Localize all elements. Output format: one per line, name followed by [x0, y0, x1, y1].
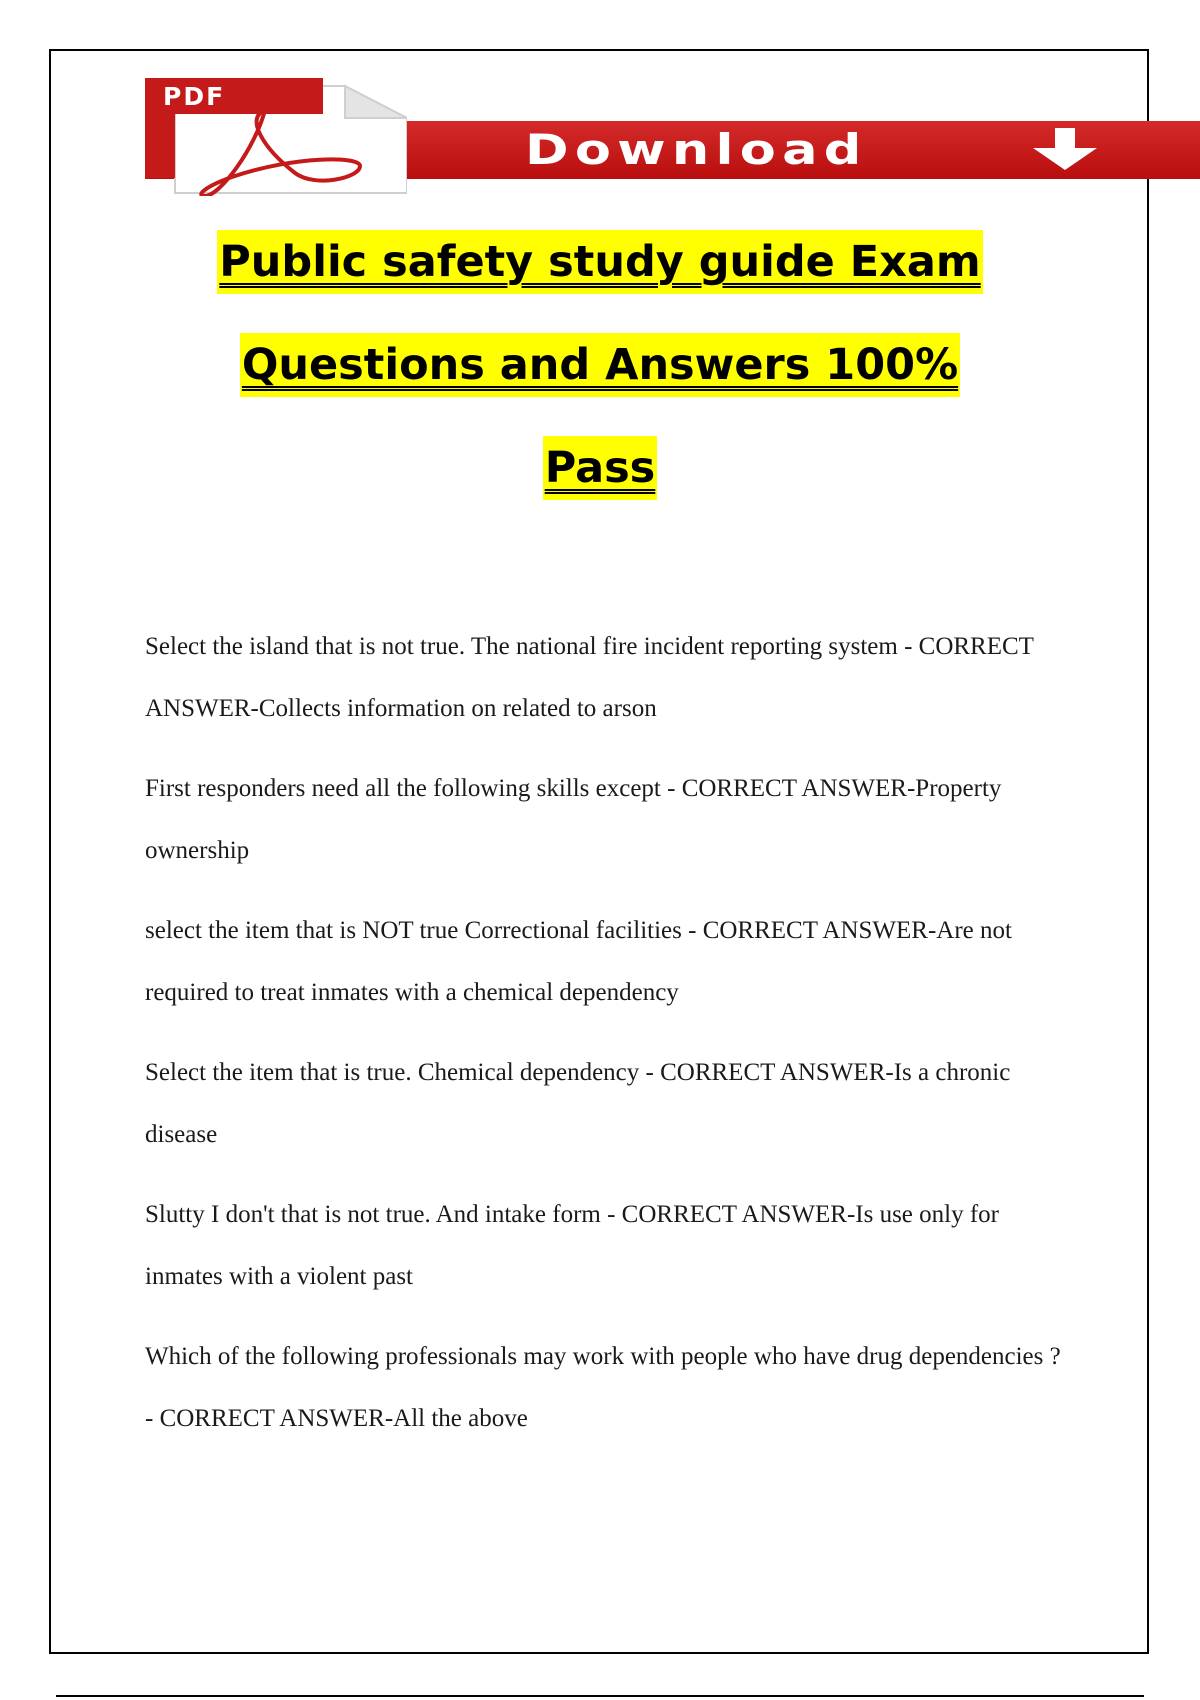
- download-label[interactable]: Download: [525, 125, 868, 174]
- title-line-text: Pass: [543, 436, 658, 500]
- download-arrow-icon[interactable]: [1025, 128, 1105, 172]
- qa-list: [145, 616, 1075, 1468]
- title-line-text: Questions and Answers 100%: [240, 333, 960, 397]
- title-line-text: Public safety study guide Exam: [217, 230, 982, 294]
- pdf-label: PDF: [163, 82, 226, 111]
- pdf-download-banner[interactable]: [145, 78, 1200, 196]
- document-title: [100, 230, 1100, 539]
- qa-item: Select the island that is not true. The national fire incident reporting system - CORRECT ANSWER-Collects information on related to arson: [145, 633, 1034, 722]
- title-line: [100, 230, 1100, 294]
- qa-item: Select the item that is true. Chemical dependency - CORRECT ANSWER-Is a chronic disease: [145, 1059, 1011, 1148]
- qa-item: First responders need all the following skills except - CORRECT ANSWER-Property ownership: [145, 775, 1002, 864]
- qa-item: Slutty I don't that is not true. And intake form - CORRECT ANSWER-Is use only for inmates with a violent past: [145, 1201, 999, 1290]
- bottom-rule: [56, 1695, 1144, 1697]
- qa-item: select the item that is NOT true Correctional facilities - CORRECT ANSWER-Are not required to treat inmates with a chemical dependency: [145, 917, 1012, 1006]
- title-line: [100, 333, 1100, 397]
- qa-item: Which of the following professionals may work with people who have drug dependencies ? - CORRECT ANSWER-All the above: [145, 1343, 1061, 1432]
- title-line: [100, 436, 1100, 500]
